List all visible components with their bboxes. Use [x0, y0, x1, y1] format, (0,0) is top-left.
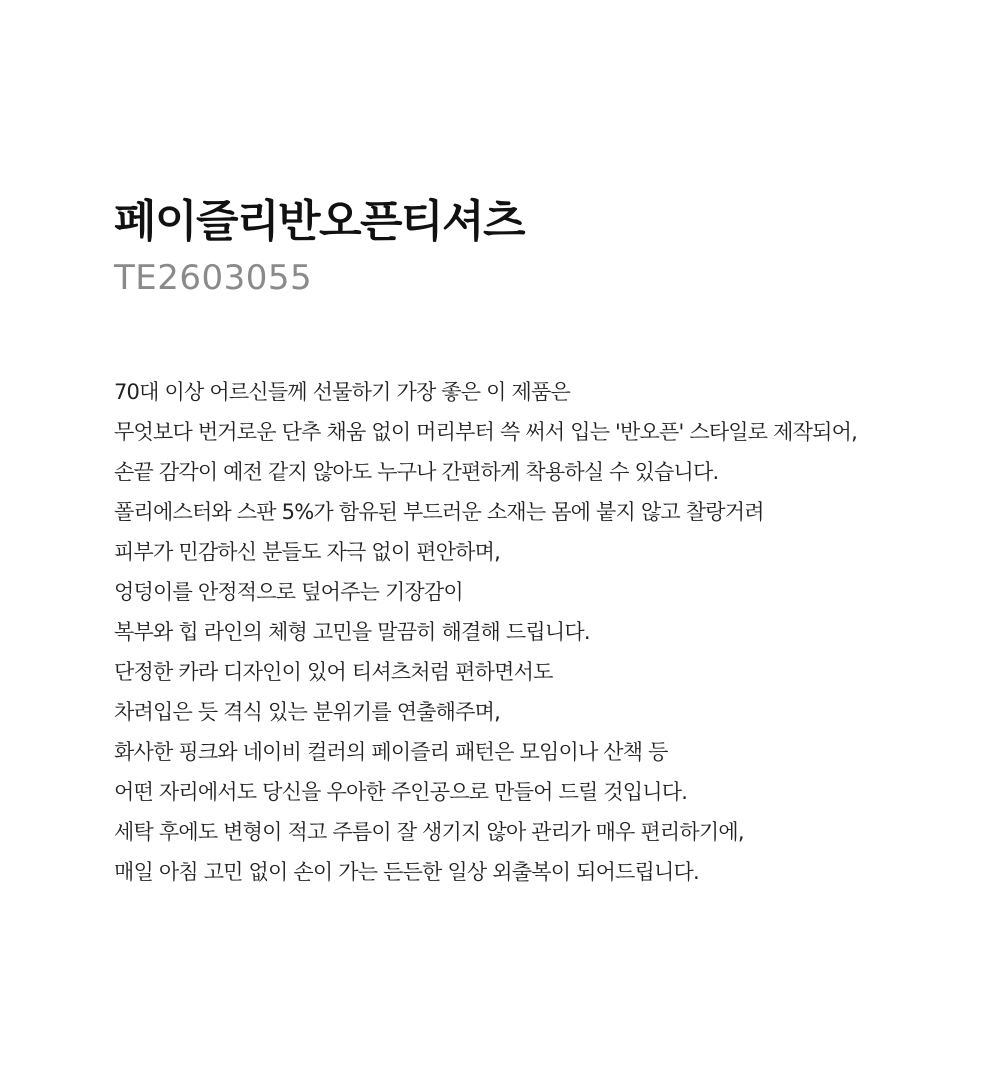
description-line: 복부와 힙 라인의 체형 고민을 말끔히 해결해 드립니다.: [114, 620, 590, 644]
product-code: TE2603055: [114, 258, 313, 298]
description-line: 단정한 카라 디자인이 있어 티셔츠처럼 편하면서도: [114, 660, 553, 684]
description-line: 화사한 핑크와 네이비 컬러의 페이즐리 패턴은 모임이나 산책 등: [114, 740, 668, 764]
description-line: 세탁 후에도 변형이 적고 주름이 잘 생기지 않아 관리가 매우 편리하기에,: [114, 820, 744, 844]
product-description: [114, 372, 984, 892]
description-line: 어떤 자리에서도 당신을 우아한 주인공으로 만들어 드릴 것입니다.: [114, 780, 688, 804]
product-title: 페이즐리반오픈티셔츠: [114, 196, 525, 247]
product-header: [114, 190, 524, 298]
description-line: 폴리에스터와 스판 5%가 함유된 부드러운 소재는 몸에 붙지 않고 찰랑거려: [114, 500, 764, 524]
description-line: 피부가 민감하신 분들도 자극 없이 편안하며,: [114, 540, 500, 564]
description-line: 70대 이상 어르신들께 선물하기 가장 좋은 이 제품은: [114, 380, 570, 404]
description-line: 엉덩이를 안정적으로 덮어주는 기장감이: [114, 580, 463, 604]
description-line: 매일 아침 고민 없이 손이 가는 든든한 일상 외출복이 되어드립니다.: [114, 860, 699, 884]
description-line: 손끝 감각이 예전 같지 않아도 누구나 간편하게 착용하실 수 있습니다.: [114, 460, 719, 484]
description-line: 차려입은 듯 격식 있는 분위기를 연출해주며,: [114, 700, 500, 724]
description-line: 무엇보다 번거로운 단추 채움 없이 머리부터 쓱 써서 입는 '반오픈' 스타일로 제작되어,: [114, 420, 857, 444]
